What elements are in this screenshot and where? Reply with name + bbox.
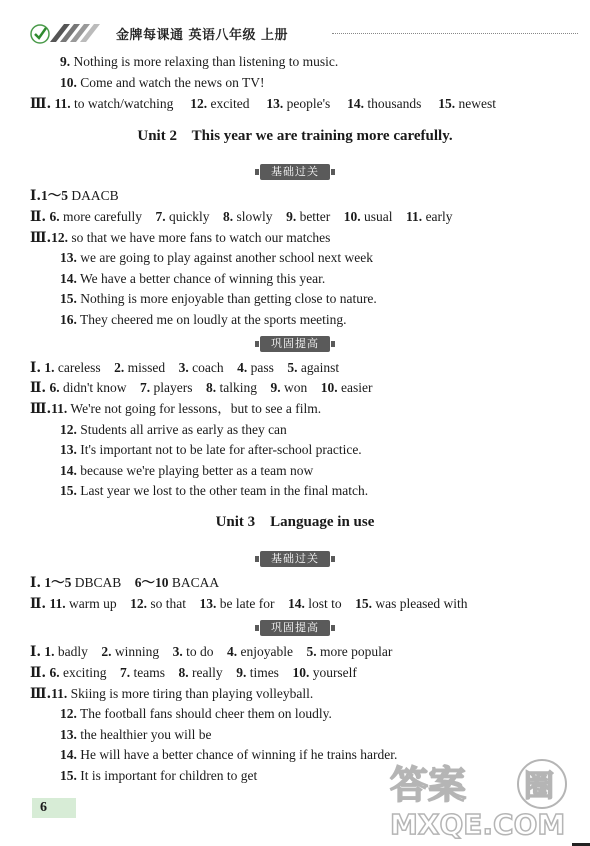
answer-line: Ⅰ.1～5 DAACB <box>30 188 119 204</box>
answer-line: 12. The football fans should cheer them on loudly. <box>60 706 332 721</box>
basic-badge: 基础过关 <box>260 164 330 180</box>
answer-line: 13. the healthier you will be <box>60 727 212 742</box>
answer-line: 16. They cheered me on loudly at the sports meeting. <box>60 312 347 327</box>
answer-line: 14. We have a better chance of winning this year. <box>60 271 326 286</box>
answer-line: Ⅱ. 6. more carefully 7. quickly 8. slowly 9. better 10. usual 11. early <box>30 209 453 225</box>
advanced-badge: 巩固提高 <box>260 336 330 352</box>
answer-line: Ⅲ. 11. to watch/watching 12. excited 13. people's 14. thousands 15. newest <box>30 96 497 112</box>
header-title: 金牌每课通 英语八年级 上册 <box>116 28 289 43</box>
basic-badge: 基础过关 <box>260 551 330 567</box>
answer-line: 9. Nothing is more relaxing than listening to music. <box>60 54 339 69</box>
svg-text:MXQE.COM: MXQE.COM <box>390 808 566 840</box>
answer-line: Ⅰ. 1～5 DBCAB 6～10 BACAA <box>30 575 220 591</box>
svg-text:答案: 答案 <box>390 763 467 807</box>
answer-line: Ⅲ.11. We're not going for lessons，but to see a film. <box>30 401 322 417</box>
page-number: 6 <box>40 800 47 815</box>
page-number-tab <box>32 798 76 818</box>
answer-line: 10. Come and watch the news on TV! <box>60 75 265 90</box>
unit-2-title: Unit 2 This year we are training more carefully. <box>137 128 453 144</box>
unit-3-title: Unit 3 Language in use <box>215 514 375 530</box>
answer-line: 14. because we're playing better as a team now <box>60 463 314 478</box>
watermark-stamp <box>382 750 582 840</box>
svg-text:圈: 圈 <box>524 769 554 804</box>
answer-line: Ⅱ. 6. exciting 7. teams 8. really 9. times 10. yourself <box>30 665 357 681</box>
advanced-badge: 巩固提高 <box>260 620 330 636</box>
answer-line: 12. Students all arrive as early as they can <box>60 422 287 437</box>
answer-line: 13. It's important not to be late for after-school practice. <box>60 442 362 457</box>
answer-line: 15. Last year we lost to the other team in the final match. <box>60 483 369 498</box>
answer-line: 13. we are going to play against another school next week <box>60 250 374 265</box>
answer-line: 14. He will have a better chance of winning if he trains harder. <box>60 747 398 762</box>
book-logo-icon <box>30 20 102 46</box>
answer-line: Ⅲ.11. Skiing is more tiring than playing volleyball. <box>30 686 314 702</box>
answer-line: Ⅰ. 1. badly 2. winning 3. to do 4. enjoyable 5. more popular <box>30 644 393 660</box>
answer-line: Ⅱ. 11. warm up 12. so that 13. be late for 14. lost to 15. was pleased with <box>30 596 468 612</box>
answer-line: Ⅲ.12. so that we have more fans to watch our matches <box>30 230 331 246</box>
answer-line: Ⅱ. 6. didn't know 7. players 8. talking 9. won 10. easier <box>30 380 373 396</box>
answer-line: Ⅰ. 1. careless 2. missed 3. coach 4. pass 5. against <box>30 360 340 376</box>
answer-line: 15. It is important for children to get <box>60 768 258 783</box>
page-header <box>30 20 580 46</box>
header-divider <box>332 33 578 34</box>
answer-line: 15. Nothing is more enjoyable than getting close to nature. <box>60 291 377 306</box>
